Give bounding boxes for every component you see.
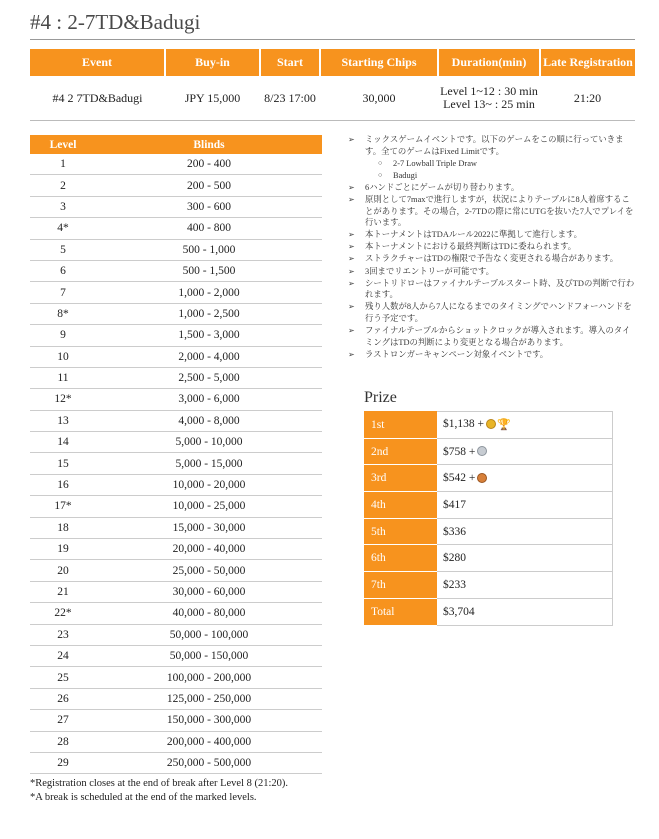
event-buyin: JPY 15,000	[165, 76, 260, 121]
info-item: ➢ 残り人数が8人から7人になるまでのタイミングでハンドフォーハンドを行う予定です。	[348, 302, 632, 323]
blinds-cell: 200 - 500	[96, 175, 322, 196]
blinds-cell: 10,000 - 25,000	[96, 496, 322, 517]
blinds-cell: 1,000 - 2,000	[96, 282, 322, 303]
circle-bullet-icon: ○	[378, 158, 383, 167]
event-chips: 30,000	[320, 76, 438, 121]
info-item: ➢ ラストロンガーキャンペーン対象イベントです。	[348, 349, 549, 359]
level-cell: 19	[30, 539, 96, 560]
blinds-table	[30, 135, 322, 774]
blind-level-row	[30, 710, 322, 731]
blind-level-row	[30, 581, 322, 602]
blind-level-row	[30, 410, 322, 431]
arrow-icon: ➢	[348, 230, 355, 240]
prize-place: 3rd	[365, 465, 437, 492]
gold-medal-icon	[486, 419, 496, 429]
prize-amount: $280	[437, 545, 613, 572]
prize-place: 2nd	[365, 438, 437, 465]
level-cell: 12*	[30, 389, 96, 410]
level-cell: 5	[30, 239, 96, 260]
blinds-cell: 150,000 - 300,000	[96, 710, 322, 731]
prize-place: 5th	[365, 518, 437, 545]
blinds-cell: 100,000 - 200,000	[96, 667, 322, 688]
title-divider	[30, 39, 635, 40]
blind-level-row	[30, 688, 322, 709]
blind-level-row	[30, 731, 322, 752]
arrow-icon: ➢	[348, 326, 355, 335]
late-reg-header: Late Registration	[540, 49, 635, 76]
prize-amount: $542 +	[443, 472, 476, 485]
blind-level-row	[30, 367, 322, 388]
info-item: ➢ 6ハンドごとにゲームが切り替わります。	[348, 182, 520, 192]
info-item: ➢ ストラクチャーはTDの権限で予告なく変更される場合があります。	[348, 254, 619, 264]
info-item: ➢ 3回までリエントリーが可能です。	[348, 266, 494, 276]
prize-title: Prize	[364, 389, 397, 406]
blind-level-row	[30, 154, 322, 175]
prize-amount-cell	[437, 465, 613, 492]
note-break: *A break is scheduled at the end of the marked levels.	[30, 792, 257, 803]
prize-row	[365, 572, 613, 599]
blinds-header: Blinds	[96, 135, 322, 154]
info-item: ➢ 本トーナメントはTDAルール2022に準拠して進行します。	[348, 230, 583, 240]
event-header-row	[30, 49, 635, 76]
blind-level-row	[30, 496, 322, 517]
info-item: ➢ シートリドローはファイナルテーブルスタート時、及びTDの判断で行われます。	[348, 278, 635, 300]
prize-row	[365, 438, 613, 465]
blinds-cell: 50,000 - 150,000	[96, 645, 322, 666]
level-cell: 7	[30, 282, 96, 303]
event-header: Event	[30, 49, 165, 76]
blind-level-row	[30, 346, 322, 367]
duration-line-2: Level 13~ : 25 min	[443, 97, 535, 111]
arrow-icon: ➢	[348, 254, 355, 264]
prize-amount: $417	[437, 492, 613, 519]
blind-level-row	[30, 474, 322, 495]
blinds-body	[30, 154, 322, 774]
prize-amount: $1,138 +	[443, 418, 484, 431]
event-table	[30, 49, 635, 121]
blind-level-row	[30, 218, 322, 239]
blinds-cell: 200 - 400	[96, 154, 322, 175]
duration-line-1: Level 1~12 : 30 min	[440, 84, 538, 98]
level-cell: 3	[30, 196, 96, 217]
blinds-cell: 500 - 1,000	[96, 239, 322, 260]
level-cell: 21	[30, 581, 96, 602]
arrow-icon: ➢	[348, 242, 355, 252]
arrow-icon: ➢	[348, 182, 355, 192]
prize-amount: $758 +	[443, 445, 476, 458]
prize-table	[364, 411, 613, 626]
blinds-cell: 5,000 - 15,000	[96, 453, 322, 474]
buyin-header: Buy-in	[165, 49, 260, 76]
level-cell: 24	[30, 645, 96, 666]
game-item: ○ 2-7 Lowball Triple Draw	[378, 158, 477, 168]
blinds-cell: 2,500 - 5,000	[96, 367, 322, 388]
blind-level-row	[30, 752, 322, 773]
level-cell: 2	[30, 175, 96, 196]
arrow-icon: ➢	[348, 135, 355, 144]
level-cell: 25	[30, 667, 96, 688]
blind-level-row	[30, 667, 322, 688]
blind-level-row	[30, 624, 322, 645]
level-cell: 28	[30, 731, 96, 752]
blinds-cell: 50,000 - 100,000	[96, 624, 322, 645]
level-cell: 8*	[30, 303, 96, 324]
level-cell: 17*	[30, 496, 96, 517]
prize-place: 6th	[365, 545, 437, 572]
blinds-cell: 30,000 - 60,000	[96, 581, 322, 602]
level-cell: 15	[30, 453, 96, 474]
level-cell: 1	[30, 154, 96, 175]
level-cell: 29	[30, 752, 96, 773]
blind-level-row	[30, 325, 322, 346]
blind-level-row	[30, 517, 322, 538]
blind-level-row	[30, 239, 322, 260]
prize-total-row	[365, 598, 613, 625]
blinds-cell: 125,000 - 250,000	[96, 688, 322, 709]
prize-place: 7th	[365, 572, 437, 599]
blind-level-row	[30, 260, 322, 281]
blinds-header-row	[30, 135, 322, 154]
level-cell: 14	[30, 432, 96, 453]
arrow-icon: ➢	[348, 266, 355, 276]
blinds-cell: 250,000 - 500,000	[96, 752, 322, 773]
level-cell: 6	[30, 260, 96, 281]
blinds-cell: 2,000 - 4,000	[96, 346, 322, 367]
info-item: ➢ 本トーナメントにおける最終判断はTDに委ねられます。	[348, 242, 577, 252]
blind-level-row	[30, 560, 322, 581]
blinds-cell: 20,000 - 40,000	[96, 539, 322, 560]
level-cell: 9	[30, 325, 96, 346]
arrow-icon: ➢	[348, 194, 355, 204]
blinds-cell: 15,000 - 30,000	[96, 517, 322, 538]
info-item: ➢ ミックスゲームイベントです。以下のゲームをこの順に行っていきます。全てのゲームはFixed Limitです。	[348, 135, 624, 156]
duration-header: Duration(min)	[438, 49, 540, 76]
silver-medal-icon	[477, 446, 487, 456]
info-list	[348, 134, 638, 361]
info-item: ➢ ファイナルテーブルからショットクロックが導入されます。導入のタイミングはTDの判断により変更となる場合があります。	[348, 326, 631, 347]
blinds-cell: 3,000 - 6,000	[96, 389, 322, 410]
level-cell: 13	[30, 410, 96, 431]
prize-row	[365, 545, 613, 572]
blind-level-row	[30, 539, 322, 560]
blind-level-row	[30, 175, 322, 196]
blinds-cell: 200,000 - 400,000	[96, 731, 322, 752]
level-cell: 18	[30, 517, 96, 538]
notes	[30, 777, 288, 805]
blinds-cell: 1,000 - 2,500	[96, 303, 322, 324]
blinds-cell: 5,000 - 10,000	[96, 432, 322, 453]
blind-level-row	[30, 196, 322, 217]
arrow-icon: ➢	[348, 349, 355, 359]
level-header: Level	[30, 135, 96, 154]
blinds-cell: 25,000 - 50,000	[96, 560, 322, 581]
level-cell: 11	[30, 367, 96, 388]
event-start: 8/23 17:00	[260, 76, 320, 121]
page-title: #4 : 2-7TD&Badugi	[30, 10, 201, 34]
level-cell: 4*	[30, 218, 96, 239]
blind-level-row	[30, 432, 322, 453]
trophy-icon: 🏆	[497, 419, 511, 432]
event-row	[30, 76, 635, 121]
blinds-cell: 40,000 - 80,000	[96, 603, 322, 624]
chips-header: Starting Chips	[320, 49, 438, 76]
game-item: ○ Badugi	[378, 170, 418, 180]
arrow-icon: ➢	[348, 302, 355, 312]
event-name: #4 2 7TD&Badugi	[30, 76, 165, 121]
event-late-reg: 21:20	[540, 76, 635, 121]
level-cell: 20	[30, 560, 96, 581]
prize-row	[365, 412, 613, 439]
info-item: ➢ 原則として7maxで進行しますが，状況によりテーブルに8人着席することがあります。その場合，2-7TDの際に常にUTGを抜いた7人でプレイを行います。	[348, 194, 634, 228]
bronze-medal-icon	[477, 473, 487, 483]
prize-place: 4th	[365, 492, 437, 519]
blinds-cell: 4,000 - 8,000	[96, 410, 322, 431]
level-cell: 26	[30, 688, 96, 709]
blind-level-row	[30, 282, 322, 303]
prize-row	[365, 465, 613, 492]
blinds-cell: 500 - 1,500	[96, 260, 322, 281]
level-cell: 16	[30, 474, 96, 495]
prize-place: 1st	[365, 412, 437, 439]
level-cell: 23	[30, 624, 96, 645]
prize-row	[365, 492, 613, 519]
note-registration: *Registration closes at the end of break after Level 8 (21:20).	[30, 778, 289, 789]
blind-level-row	[30, 603, 322, 624]
blinds-cell: 400 - 800	[96, 218, 322, 239]
prize-amount: $233	[437, 572, 613, 599]
blinds-cell: 10,000 - 20,000	[96, 474, 322, 495]
blind-level-row	[30, 645, 322, 666]
blinds-cell: 300 - 600	[96, 196, 322, 217]
prize-total-amount: $3,704	[437, 598, 613, 625]
blind-level-row	[30, 303, 322, 324]
arrow-icon: ➢	[348, 278, 355, 288]
blinds-cell: 1,500 - 3,000	[96, 325, 322, 346]
prize-total-label: Total	[365, 598, 437, 625]
prize-row	[365, 518, 613, 545]
prize-amount: $336	[437, 518, 613, 545]
level-cell: 27	[30, 710, 96, 731]
circle-bullet-icon: ○	[378, 170, 383, 179]
level-cell: 10	[30, 346, 96, 367]
level-cell: 22*	[30, 603, 96, 624]
blind-level-row	[30, 453, 322, 474]
start-header: Start	[260, 49, 320, 76]
blind-level-row	[30, 389, 322, 410]
event-duration	[438, 76, 540, 121]
prize-amount-cell	[437, 438, 613, 465]
prize-amount-cell	[437, 412, 613, 439]
